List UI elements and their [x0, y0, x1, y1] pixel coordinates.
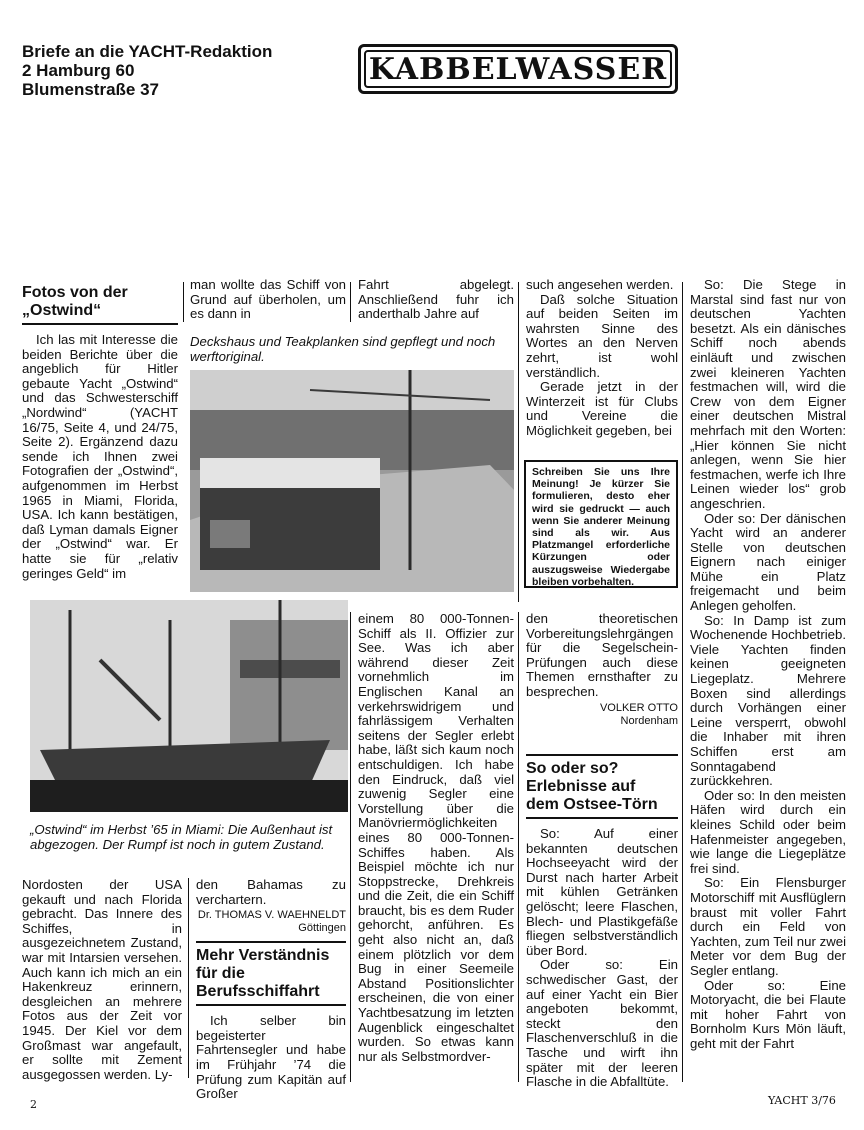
article-ostwind-col2-end: den Bahamas zu verchartern. Dr. THOMAS V. WAEHNELDT Göttingen Mehr Verständnis für die Berufsschiffahrt Ich selber bin begeisterter Fahrtensegler und habe im Frühjahr ’74 die Prüfung zum Kapitän auf Großer — [196, 877, 346, 1102]
article-ostwind-col1-end: Nordosten der USA gekauft und nach Florida gebracht. Das Innere des Schiffes, in ausgezeichnetem Zustand, war mit Intarsien versehen. Auch kann ich mich an ein Hakenkreuz erinnern, desgleichen an mehrere Fotos aus der Zeit vor 1945. Der Kiel vor dem Großmast war angefault, er sollte mit Zement ausgegossen werden. Ly- — [22, 877, 182, 1082]
editorial-address — [22, 42, 272, 99]
address-line-3: Blumenstraße 37 — [22, 80, 159, 99]
article-berufsschiffahrt-col4: such angesehen werden. Daß solche Situation auf beiden Seiten im wahrsten Sinne des Wortes an den Nerven zehrt, ist wohl verständlich. Gerade jetzt in der Winterzeit ist für Clubs und Vereine die Möglichkeit gegeben, bei — [526, 277, 678, 438]
article-ostwind-continued: man wollte das Schiff von Grund auf überholen, um es dann in — [190, 277, 346, 322]
address-line-1: Briefe an die YACHT-Redaktion — [22, 42, 273, 61]
article-berufsschiffahrt-title: Mehr Verständnis für die Berufsschiffahrt — [196, 941, 346, 1006]
article-so-oder-so-title: So oder so? Erlebnisse auf dem Ostsee-Törn — [526, 754, 678, 819]
article-so-oder-so: So oder so? Erlebnisse auf dem Ostsee-Törn So: Auf einer bekannten deutschen Hochseeyacht wird der Durst nach harter Arbeit mit kühlen Getränken gelöscht; leere Flaschen, Blech- und Plastikgefäße fliegen selbstverständlich über Bord. Oder so: Ein schwedischer Gast, der auf einer Yacht ein Bier angeboten bekommt, steckt den Flaschenverschluß in die Tasche und wirft ihn später mit der leeren Flasche in die Abfalltüte. — [526, 754, 678, 1090]
article-berufsschiffahrt-continued: Fahrt abgelegt. Anschließend fuhr ich anderthalb Jahre auf — [358, 277, 514, 322]
photo-ostwind-miami — [30, 600, 348, 812]
page-number: 2 — [30, 1098, 37, 1111]
address-line-2: 2 Hamburg 60 — [22, 61, 135, 80]
issue-label: YACHT 3/76 — [768, 1094, 836, 1107]
signature-otto-city: Nordenham — [620, 714, 678, 727]
article-so-oder-so-col5: So: Die Stege in Marstal sind fast nur von deutschen Yachten besetzt. Als ein dänisches Schiff noch abends einläuft und zwischen zwei kleineren Yachten festmachen will, wird die Crew von dem Eigner einer deutschen Mistral mehrfach mit den Worten: „Hier können Sie nicht anlegen, wenn Sie hier festmachen, werfe ich Ihre Leinen wieder los“ grob angeschrien. Oder so: Der dänischen Yacht wird an anderer Stelle von deutschen Eignern nach einiger Mühe ein Platz freigemacht und beim Anlegen geholfen. So: In Damp ist zum Wochenende Hochbetrieb. Viele Yachten finden keinen geeigneten Liegeplatz. Mehrere Boxen sind allerdings durch Vorhängen einer Leine versperrt, obwohl die Inhaber mit ihren Schiffen erst am Sonntagabend zurückkehren. Oder so: In den meisten Häfen wird durch ein kleines Schild oder beim Hafenmeister angegeben, wie lange die Liegeplätze frei sind. So: Ein Flensburger Motorschiff mit Ausflüglern braust mit voller Fahrt durch ein Feld von Yachten, zum Teil nur zwei Meter vor dem Bug der Segler entlang. Oder so: Eine Motoryacht, die bei Flaute mit hoher Fahrt von Bornholm Kurs Mön läuft, geht mit der Fahrt — [690, 277, 846, 1051]
photo-caption-deck: Deckshaus und Teakplanken sind gepflegt und noch werftoriginal. — [190, 334, 496, 364]
signature-otto-name: VOLKER OTTO — [599, 701, 678, 714]
article-ostwind-paragraph: Ich las mit Interesse die beiden Berichte über die angeblich für Hitler gebaute Yacht „Ostwind“ und das Schwesterschiff „Nordwind“ (YACHT 16/75, Seite 4, und 24/75, Seite 2). Ergänzend dazu sende ich Ihnen zwei Fotografien der „Ostwind“, aufgenommen im Herbst 1965 in Miami, Florida, USA. Ich kann bestätigen, daß Lyman damals Eigner der „Ostwind“ war. Er hatte sie für „relativ geringes Geld“ im — [22, 332, 178, 581]
article-berufsschiffahrt-col4-end: den theoretischen Vorbereitungslehrgängen für die Segelschein-Prüfungen auch diese Themen ernsthafter zu besprechen. VOLKER OTTO Nordenham — [526, 611, 678, 727]
masthead-logo — [358, 44, 678, 94]
signature-waehneldt-city: Göttingen — [298, 922, 346, 935]
photo-caption-miami: „Ostwind“ im Herbst ’65 in Miami: Die Außenhaut ist abgezogen. Der Rumpf ist noch in gutem Zustand. — [30, 822, 333, 852]
article-berufsschiffahrt-col3: einem 80 000-Tonnen-Schiff als II. Offizier zur See. Was ich aber während dieser Zeit vornehmlich im Englischen Kanal an verkehrswidrigem und fahrlässigem Verhalten seitens der Segler erlebt habe, läßt sich kaum noch entschuldigen. Ich habe den Eindruck, daß viel zuwenig Segler eine Vorstellung über die Manövriermöglichkeiten eines 80 000-Tonnen-Schiffes haben. Als Beispiel möchte ich nur Stoppstrecke, Drehkreis und die Zeit, die ein Schiff braucht, bis es dem Ruder gehorcht, anführen. Es geht also nicht an, daß einem plötzlich vor dem Bug in einer Seemeile Abstand Positionslichter erscheinen, die von einer Yachtbesatzung im letzten Augenblick eingeschaltet wurden. So etwas kann nur als Selbstmordver- — [358, 611, 514, 1064]
photo-deckshouse — [190, 370, 514, 592]
reader-notice-box: Schreiben Sie uns Ihre Meinung! Je kürzer Sie formulieren, desto eher wird sie gedruckt — auch wenn Sie anderer Meinung sind als wir. Aus Platzmangel erforderliche Kürzungen oder auszugsweise Wiedergabe bleiben vorbehalten. — [524, 460, 678, 588]
article-ostwind — [22, 284, 178, 581]
signature-waehneldt-name: Dr. THOMAS V. WAEHNELDT — [197, 909, 346, 922]
masthead-title: KABBELWASSER — [368, 51, 668, 87]
article-ostwind-title: Fotos von der „Ostwind“ — [22, 284, 178, 325]
